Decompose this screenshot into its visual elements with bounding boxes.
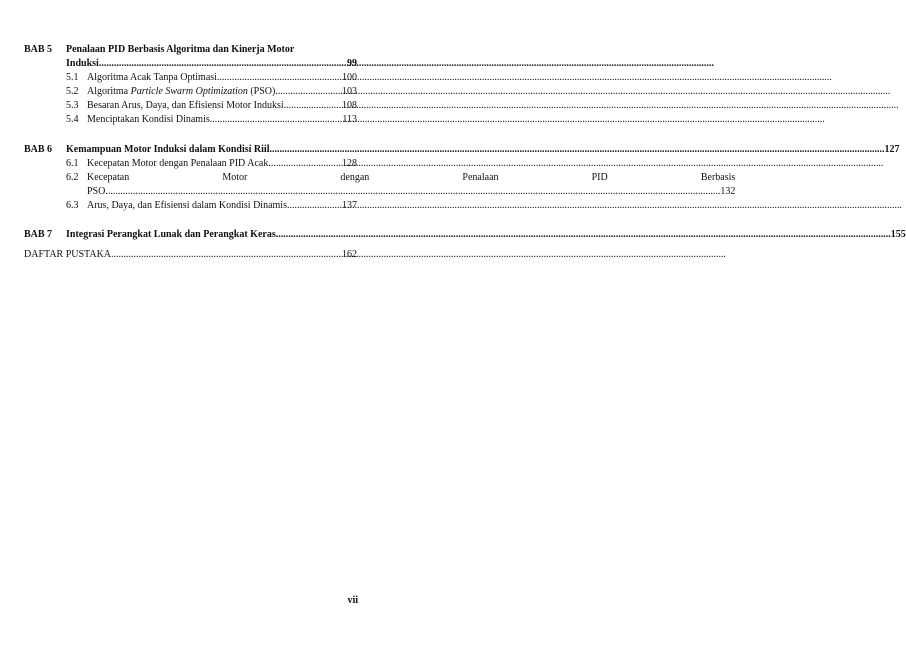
toc-entry-6-3[interactable] (66, 199, 357, 213)
section-title: Algoritma Acak Tanpa Optimasi (87, 72, 217, 83)
chapter-number: BAB 7 (24, 229, 53, 240)
chapter-number: BAB 5 (24, 44, 53, 55)
section-title: Kecepatan Motor dengan Penalaan PID Acak (87, 158, 269, 169)
page-number: vii (347, 595, 358, 606)
section-page: 103 (342, 86, 357, 97)
section-title: Arus, Daya, dan Efisiensi dalam Kondisi Dinamis (87, 200, 287, 211)
section-page: 113 (342, 114, 357, 125)
section-page: 137 (342, 200, 357, 211)
section-page: 132 (720, 186, 736, 197)
chapter-title: Kemampuan Motor Induksi dalam Kondisi Riil (66, 144, 270, 155)
toc-entry-5-2[interactable] (66, 85, 357, 99)
section-number: 6.1 (66, 158, 79, 169)
section-number: 6.2 (66, 172, 79, 183)
toc-entry-5-3[interactable] (66, 99, 357, 113)
section-number: 5.3 (66, 100, 79, 111)
section-title-line1: Kecepatan Motor dengan Penalaan PID Berbasis (87, 172, 736, 183)
chapter-page: 99 (347, 58, 357, 69)
toc-entry-5-4[interactable] (66, 113, 357, 127)
toc-entry-6-2[interactable] (66, 171, 736, 199)
toc-entry-6-1[interactable] (66, 157, 357, 171)
chapter-title-cont: Induksi (66, 58, 99, 69)
section-title-line2: PSO (87, 186, 106, 197)
section-title: Besaran Arus, Daya, dan Efisiensi Motor Induksi (87, 100, 284, 111)
bibliography-page: 162 (342, 249, 357, 260)
chapter-number: BAB 6 (24, 144, 53, 155)
chapter-title: Penalaan PID Berbasis Algoritma dan Kinerja Motor (66, 44, 295, 55)
chapter-7 (24, 228, 906, 242)
bibliography-entry[interactable] (24, 248, 357, 262)
section-title: Menciptakan Kondisi Dinamis (87, 114, 210, 125)
section-page: 128 (342, 158, 357, 169)
section-number: 5.1 (66, 72, 79, 83)
chapter-page: 127 (884, 144, 900, 155)
chapter-5 (24, 43, 357, 127)
section-number: 5.4 (66, 114, 79, 125)
section-number: 6.3 (66, 200, 79, 211)
section-number: 5.2 (66, 86, 79, 97)
toc-entry-5-1[interactable] (66, 71, 357, 85)
bibliography-label: DAFTAR PUSTAKA (24, 249, 112, 260)
section-title: Algoritma Particle Swarm Optimization (PSO) (87, 86, 276, 97)
chapter-6 (24, 143, 900, 213)
section-page: 100 (342, 72, 357, 83)
chapter-title: Integrasi Perangkat Lunak dan Perangkat Keras (66, 229, 276, 240)
section-page: 108 (342, 100, 357, 111)
chapter-page: 155 (890, 229, 906, 240)
